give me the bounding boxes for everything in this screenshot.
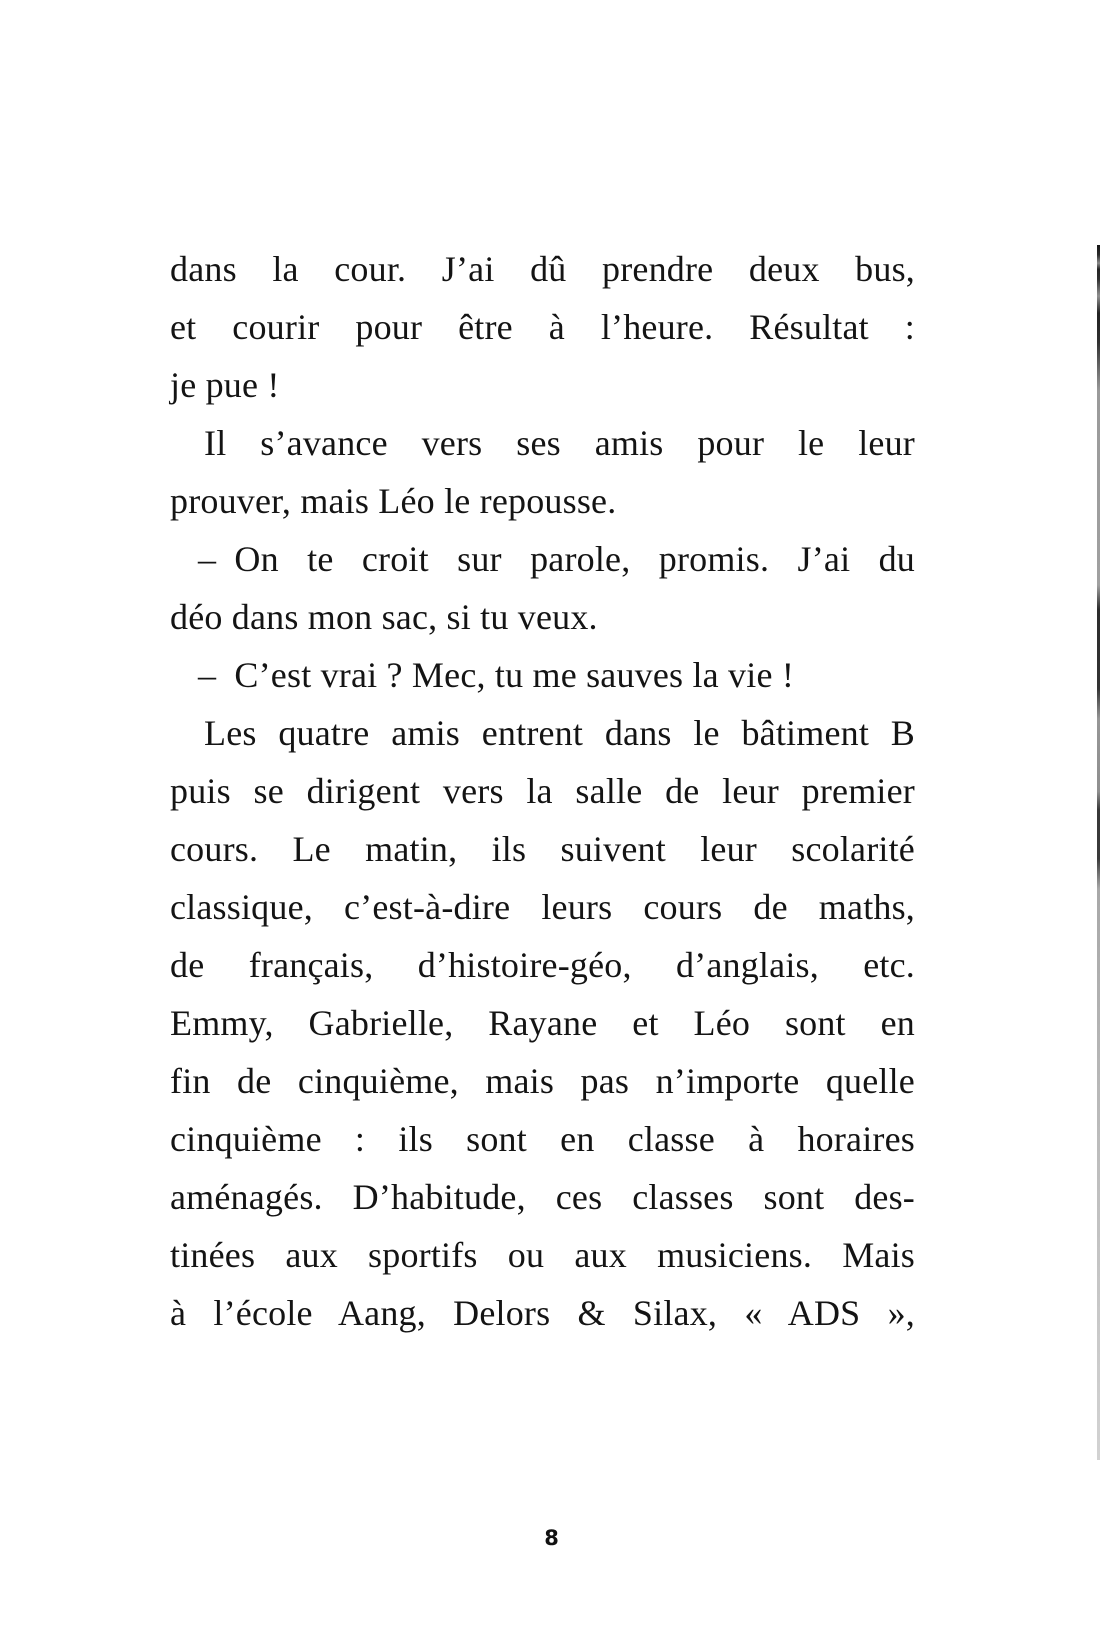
text-line: puis se dirigent vers la salle de leur premier [170, 771, 915, 811]
text-line: aménagés. D’habitude, ces classes sont des- [170, 1177, 915, 1217]
body-text [170, 240, 915, 1342]
text-line: tinées aux sportifs ou aux musiciens. Mais [170, 1235, 915, 1275]
text-line: cinquième : ils sont en classe à horaires [170, 1119, 915, 1159]
text-line: Il s’avance vers ses amis pour le leur [204, 423, 915, 463]
text-line: je pue ! [170, 365, 280, 405]
text-line: de français, d’histoire-géo, d’anglais, etc. [170, 945, 915, 985]
text-line: – C’est vrai ? Mec, tu me sauves la vie ! [198, 655, 795, 695]
text-line: Emmy, Gabrielle, Rayane et Léo sont en [170, 1003, 915, 1043]
text-line: classique, c’est-à-dire leurs cours de maths, [170, 887, 915, 927]
text-line: prouver, mais Léo le repousse. [170, 481, 617, 521]
text-line: Les quatre amis entrent dans le bâtiment B [204, 713, 915, 753]
text-line: dans la cour. J’ai dû prendre deux bus, [170, 249, 915, 289]
page-edge-shadow [1097, 245, 1100, 1460]
text-line: cours. Le matin, ils suivent leur scolarité [170, 829, 915, 869]
text-line: déo dans mon sac, si tu veux. [170, 597, 598, 637]
text-line: – On te croit sur parole, promis. J’ai du [198, 539, 915, 579]
text-line: à l’école Aang, Delors & Silax, « ADS », [170, 1293, 915, 1333]
page-number: 8 [544, 1526, 559, 1550]
text-line: et courir pour être à l’heure. Résultat : [170, 307, 915, 347]
text-line: fin de cinquième, mais pas n’importe quelle [170, 1061, 915, 1101]
